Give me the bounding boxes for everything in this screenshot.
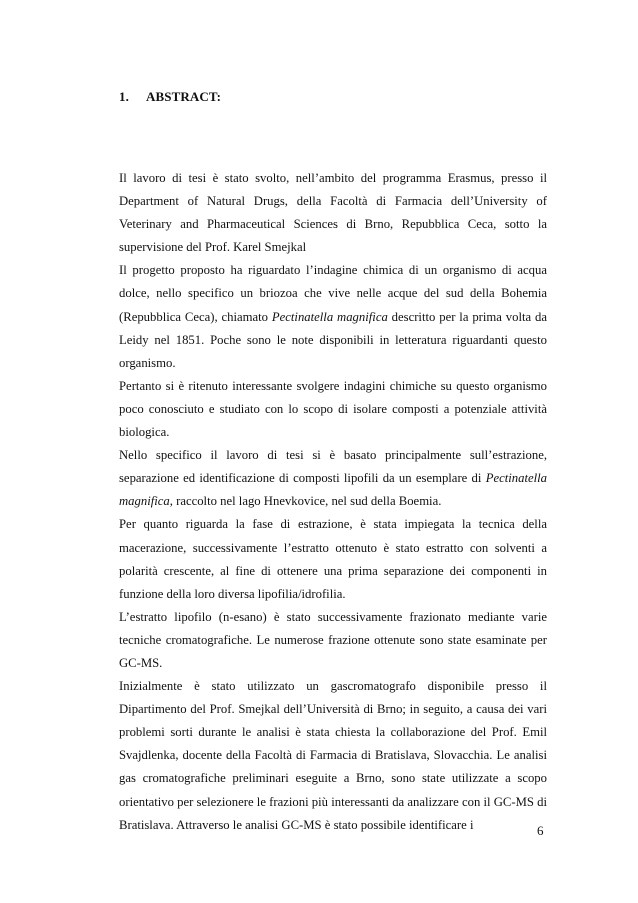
abstract-body <box>119 167 547 837</box>
paragraph-text: Il lavoro di tesi è stato svolto, nell’ambito del programma Erasmus, presso il Department of Natural Drugs, della Facoltà di Farmacia dell’University of Veterinary and Pharmaceutical Sciences di Brno, Repubblica Ceca, sotto la supervisione del Prof. Karel Smejkal <box>119 171 547 255</box>
section-title: ABSTRACT: <box>146 89 222 104</box>
paragraph-text: Per quanto riguarda la fase di estrazione, è stata impiegata la tecnica della macerazione, successivamente l’estratto ottenuto è stato estratto con solventi a polarità crescente, al fine di ottenere una prima separazione dei componenti in funzione della loro diversa lipofilia/idrofilia. <box>119 517 547 601</box>
section-number: 1. <box>119 89 129 104</box>
section-heading <box>119 89 221 105</box>
paragraph-7 <box>119 675 547 837</box>
paragraph-text: Inizialmente è stato utilizzato un gascromatografo disponibile presso il Dipartimento del Prof. Smejkal dell’Università di Brno; in seguito, a causa dei vari problemi sorti durante le analisi è stata chiesta la collaborazione del Prof. Emil Svajdlenka, docente della Facoltà di Farmacia di Bratislava, Slovacchia. Le analisi gas cromatografiche preliminari eseguite a Brno, sono state utilizzate a scopo orientativo per selezionere le frazioni più interessanti da analizzare con il GC-MS di Bratislava. Attraverso le analisi GC-MS è stato possibile identificare i <box>119 679 547 832</box>
paragraph-2 <box>119 259 547 374</box>
paragraph-text: Nello specifico il lavoro di tesi si è basato principalmente sull’estrazione, separazione ed identificazione di composti lipofili da un esemplare di <box>119 448 547 486</box>
paragraph-text: Il progetto proposto ha riguardato l’indagine chimica di un organismo di acqua dolce, nello specifico un briozoa che vive nelle acque del sud della Bohemia (Repubblica Ceca), chiamato <box>119 263 547 324</box>
paragraph-1 <box>119 167 547 259</box>
paragraph-text: L’estratto lipofilo (n-esano) è stato successivamente frazionato mediante varie tecniche cromatografiche. Le numerose frazione ottenute sono state esaminate per GC-MS. <box>119 609 547 670</box>
species-name: Pectinatella magnifica <box>119 471 547 509</box>
paragraph-4 <box>119 444 547 513</box>
page-number: 6 <box>537 823 544 838</box>
paragraph-text: , raccolto nel lago Hnevkovice, nel sud della Boemia. <box>169 494 442 509</box>
paragraph-text: descritto per la prima volta da Leidy nel 1851. Poche sono le note disponibili in letteratura riguardanti questo organismo. <box>119 309 548 370</box>
species-name: Pectinatella magnifica <box>271 309 388 324</box>
paragraph-text: Pertanto si è ritenuto interessante svolgere indagini chimiche su questo organismo poco conosciuto e studiato con lo scopo di isolare composti a potenziale attività biologica. <box>119 378 547 440</box>
paragraph-6 <box>119 606 547 675</box>
paragraph-3 <box>119 375 547 444</box>
paragraph-5 <box>119 513 547 605</box>
